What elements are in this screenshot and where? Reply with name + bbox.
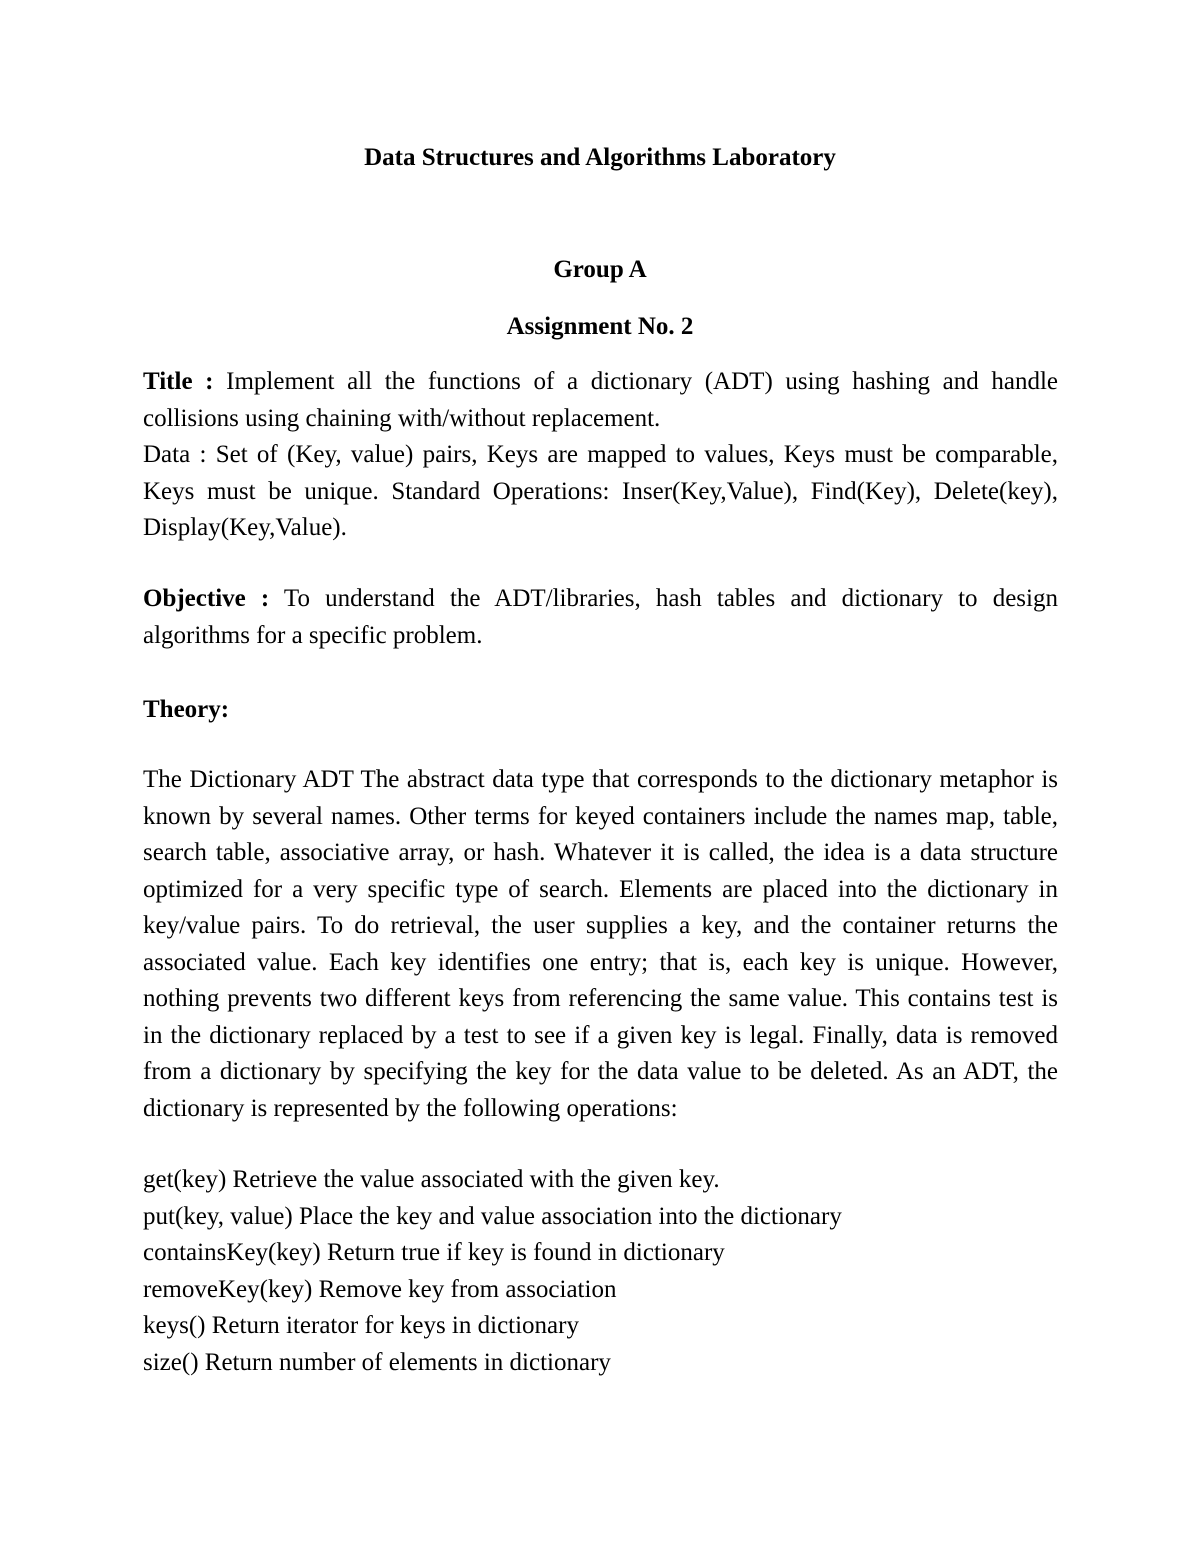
operation-item: size() Return number of elements in dictionary — [143, 1348, 611, 1376]
group-heading: Group A — [553, 256, 647, 283]
theory-heading: Theory: — [143, 696, 230, 723]
title-paragraph — [143, 364, 1058, 437]
operations-list — [143, 1162, 1058, 1381]
course-title: Data Structures and Algorithms Laboratory — [364, 144, 836, 171]
title-label: Title : — [143, 368, 214, 395]
objective-paragraph — [143, 581, 1058, 654]
objective-label: Objective : — [143, 585, 270, 612]
title-text: Implement all the functions of a dictionary (ADT) using hashing and handle collisions using chaining with/without replacement. — [143, 368, 1058, 432]
assignment-heading: Assignment No. 2 — [506, 313, 694, 340]
operation-item: put(key, value) Place the key and value association into the dictionary — [143, 1202, 842, 1230]
operation-item: removeKey(key) Remove key from association — [143, 1275, 617, 1303]
operation-item: get(key) Retrieve the value associated with the given key. — [143, 1166, 720, 1193]
data-paragraph: Data : Set of (Key, value) pairs, Keys are mapped to values, Keys must be comparable, Keys must be unique. Standard Operations: Inser(Key,Value), Find(Key), Delete(key), Display(Key,Value). — [143, 441, 1058, 541]
operation-item: containsKey(key) Return true if key is found in dictionary — [143, 1239, 725, 1266]
objective-text: To understand the ADT/libraries, hash tables and dictionary to design algorithms for a specific problem. — [143, 585, 1058, 649]
operation-item: keys() Return iterator for keys in dictionary — [143, 1312, 579, 1339]
theory-paragraph: The Dictionary ADT The abstract data type that corresponds to the dictionary metaphor is known by several names. Other terms for keyed containers include the names map, table, search table, associative array, or hash. Whatever it is called, the idea is a data structure optimized for a very specific type of search. Elements are placed into the dictionary in key/value pairs. To do retrieval, the user supplies a key, and the container returns the associated value. Each key identifies one entry; that is, each key is unique. However, nothing prevents two different keys from referencing the same value. This contains test is in the dictionary replaced by a test to see if a given key is legal. Finally, data is removed from a dictionary by specifying the key for the data value to be deleted. As an ADT, the dictionary is represented by the following operations: — [143, 766, 1058, 1122]
